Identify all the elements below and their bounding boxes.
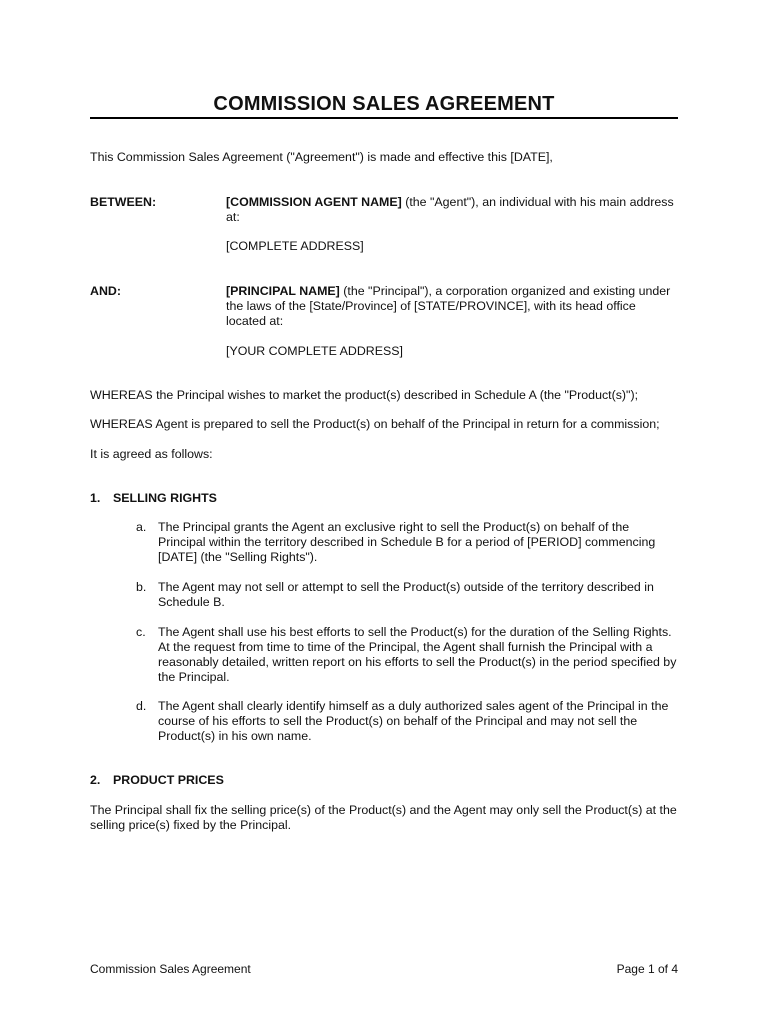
footer-document-name: Commission Sales Agreement bbox=[90, 962, 251, 976]
agent-address-placeholder: [COMPLETE ADDRESS] bbox=[226, 239, 364, 253]
between-text: (the "Agent"), an individual with his main address at: bbox=[226, 195, 674, 224]
agreed-paragraph: It is agreed as follows: bbox=[90, 447, 213, 461]
list-marker: a. bbox=[136, 520, 147, 534]
list-item bbox=[136, 625, 678, 685]
title-rule bbox=[90, 117, 678, 119]
list-item bbox=[136, 699, 678, 744]
list-item-text: The Agent shall use his best efforts to sell the Product(s) for the duration of the Selling Rights. At the request from time to time of the Principal, the Agent shall furnish the Principal with a reasonably detailed, written report on his efforts to sell the Product(s) in the period specified by the Principal. bbox=[158, 625, 677, 684]
section-title: PRODUCT PRICES bbox=[113, 773, 224, 787]
between-label: BETWEEN: bbox=[90, 195, 157, 209]
whereas-paragraph-1: WHEREAS the Principal wishes to market the product(s) described in Schedule A (the "Product(s)"); bbox=[90, 388, 639, 402]
list-marker: d. bbox=[136, 699, 147, 713]
list-item-text: The Principal grants the Agent an exclusive right to sell the Product(s) on behalf of the Principal within the territory described in Schedule B for a period of [PERIOD] commencing [DATE] (the "Selling Rights"). bbox=[158, 520, 656, 564]
intro-paragraph: This Commission Sales Agreement ("Agreement") is made and effective this [DATE], bbox=[90, 150, 553, 164]
and-text: (the "Principal"), a corporation organized and existing under the laws of the [State/Province] of [STATE/PROVINCE], with its head office located at: bbox=[226, 284, 671, 328]
between-paragraph bbox=[226, 195, 678, 225]
section-title: SELLING RIGHTS bbox=[113, 491, 217, 505]
principal-address-placeholder: [YOUR COMPLETE ADDRESS] bbox=[226, 344, 403, 358]
list-marker: b. bbox=[136, 580, 147, 594]
and-label: AND: bbox=[90, 284, 121, 298]
section-heading-product-prices bbox=[90, 773, 224, 788]
principal-name-placeholder: [PRINCIPAL NAME] bbox=[226, 284, 340, 298]
list-item-text: The Agent shall clearly identify himself as a duly authorized sales agent of the Principal in the course of his efforts to sell the Product(s) on behalf of the Principal and may not sell the Product(s) in his own name. bbox=[158, 699, 669, 743]
section-number: 1. bbox=[90, 491, 101, 505]
section-number: 2. bbox=[90, 773, 101, 787]
list-item bbox=[136, 580, 678, 610]
list-marker: c. bbox=[136, 625, 146, 639]
list-item-text: The Agent may not sell or attempt to sell the Product(s) outside of the territory described in Schedule B. bbox=[158, 580, 654, 609]
list-item bbox=[136, 520, 678, 565]
footer-page-number: Page 1 of 4 bbox=[616, 962, 678, 976]
product-prices-paragraph: The Principal shall fix the selling price(s) of the Product(s) and the Agent may only sell the Product(s) at the selling price(s) fixed by the Principal. bbox=[90, 803, 677, 832]
agent-name-placeholder: [COMMISSION AGENT NAME] bbox=[226, 195, 402, 209]
whereas-paragraph-2: WHEREAS Agent is prepared to sell the Product(s) on behalf of the Principal in return for a commission; bbox=[90, 417, 660, 431]
and-paragraph bbox=[226, 284, 678, 329]
document-title: COMMISSION SALES AGREEMENT bbox=[213, 93, 555, 115]
section-heading-selling-rights bbox=[90, 491, 217, 506]
